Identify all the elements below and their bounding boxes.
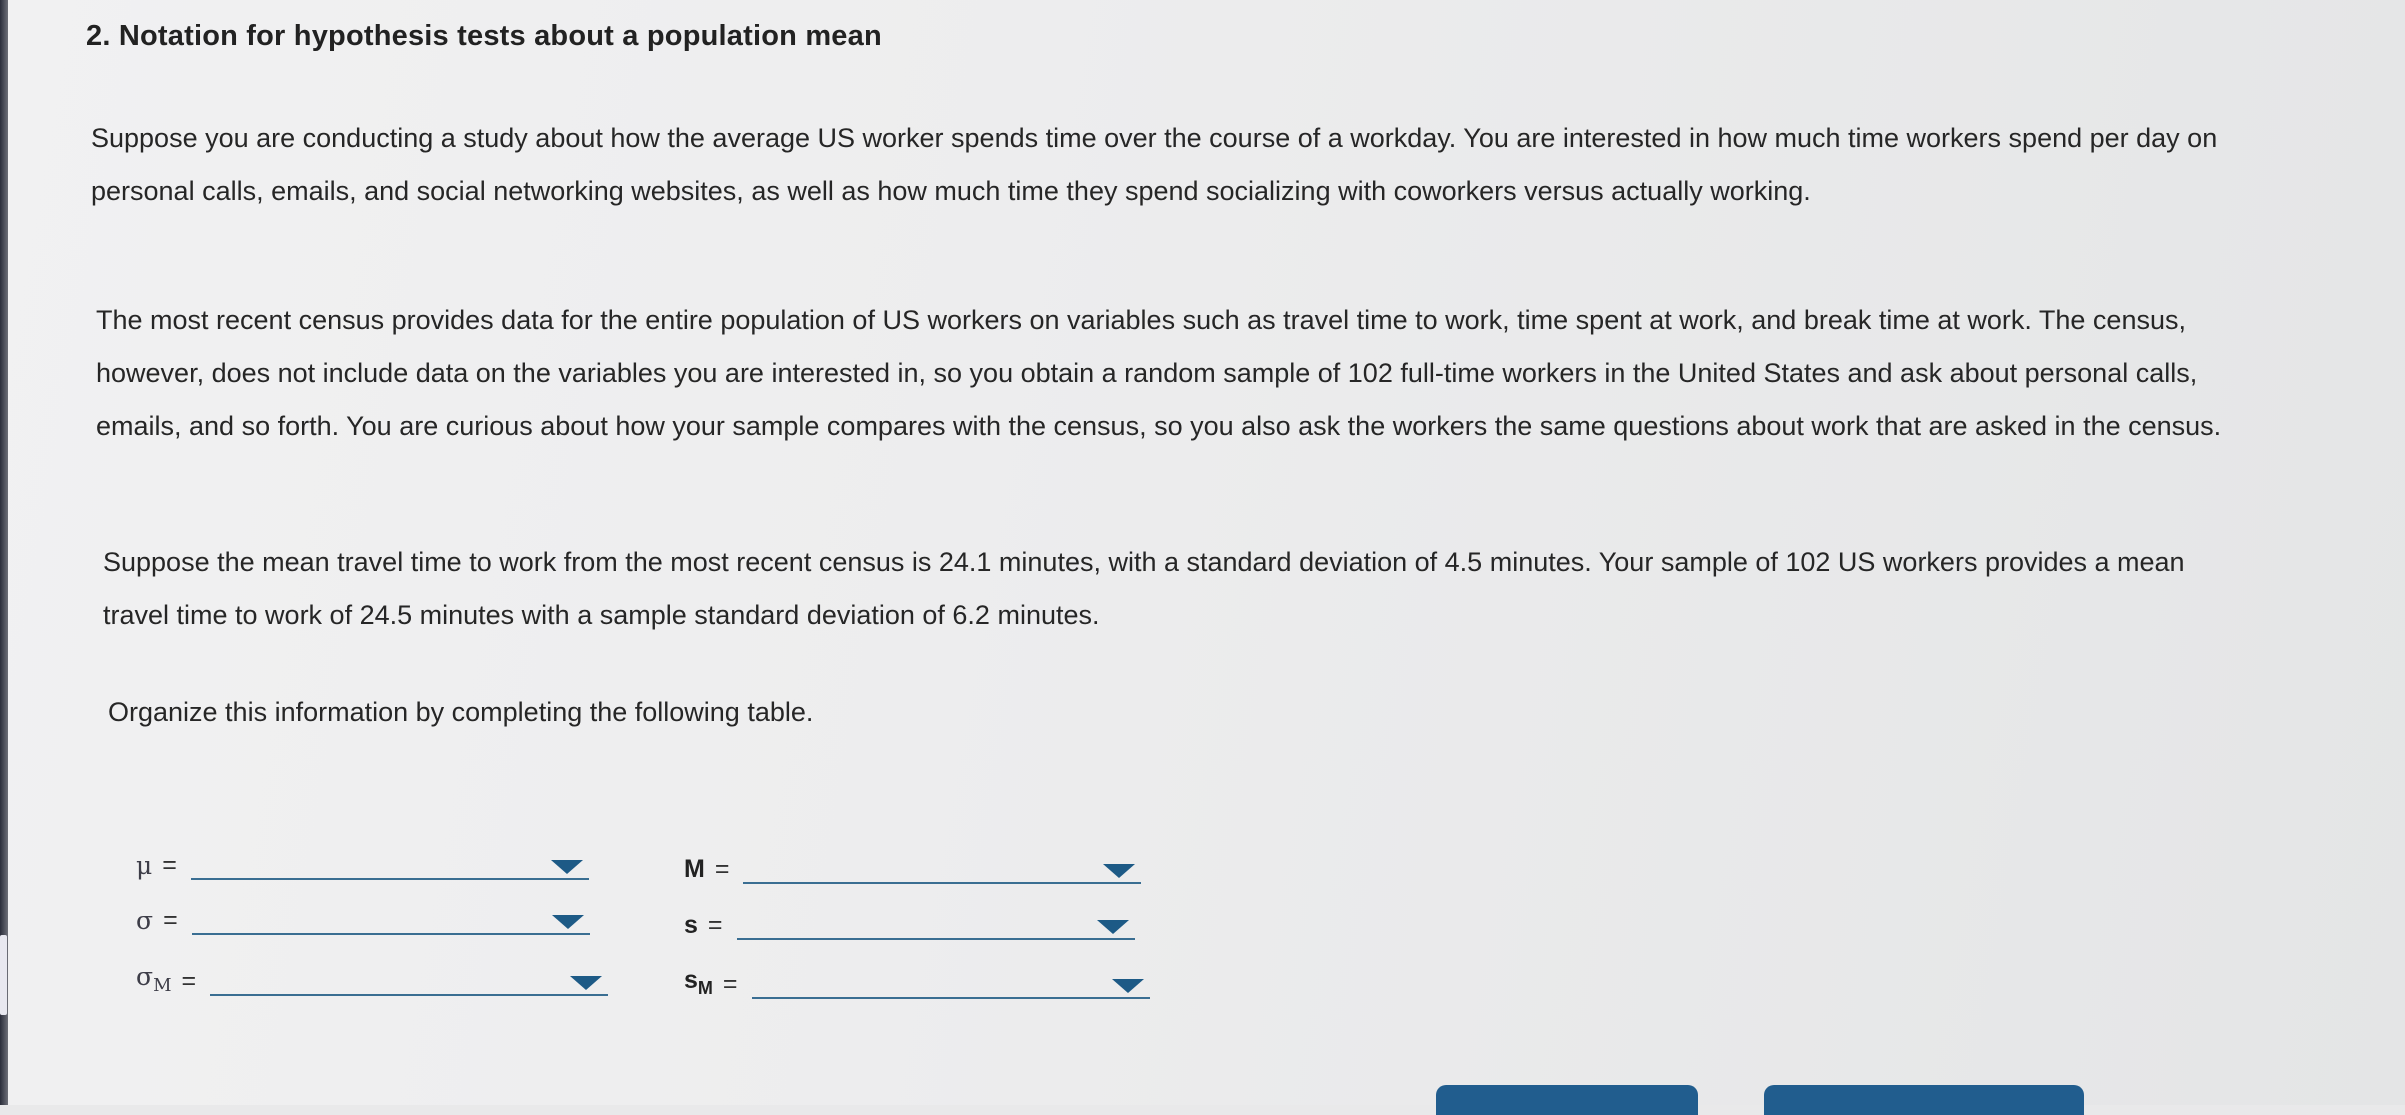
question-page: [8, 0, 2405, 1105]
estimated-standard-error-equals: =: [722, 970, 738, 998]
side-tab-marker: [0, 935, 7, 1015]
mu-dropdown[interactable]: [191, 850, 589, 880]
standard-error-equals: =: [181, 967, 197, 995]
mu-symbol: μ: [136, 851, 153, 880]
action-button-left[interactable]: [1436, 1085, 1698, 1115]
mu-field: [136, 850, 589, 880]
sample-mean-dropdown[interactable]: [743, 854, 1141, 884]
sample-sd-dropdown[interactable]: [737, 910, 1135, 940]
paragraph-census-description: The most recent census provides data for the entire population of US workers on variables such as travel time to work, time spent at work, and break time at work. The census, however, does not include data on the variables you are interested in, so you obtain a random sample of 102 full-time workers in the United States and ask about personal calls, emails, and so forth. You are curious about how your sample compares with the census, so you also ask the workers the same questions about work that are asked in the census.: [96, 305, 2222, 441]
caret-down-icon[interactable]: [1112, 979, 1144, 993]
estimated-standard-error-dropdown[interactable]: [752, 969, 1150, 999]
estimated-standard-error-symbol: $s_M$: [684, 966, 713, 998]
sample-sd-equals: =: [707, 911, 723, 939]
sample-sd-field: [684, 910, 1135, 940]
sample-mean-symbol: M: [684, 855, 705, 883]
paragraph-instruction: Organize this information by completing the following table.: [108, 697, 814, 727]
sigma-field: [136, 905, 590, 935]
standard-error-field: [136, 962, 608, 996]
paragraph-travel-time-values: Suppose the mean travel time to work from the most recent census is 24.1 minutes, with a standard deviation of 4.5 minutes. Your sample of 102 US workers provides a mean travel time to work of 24.5 minutes with a sample standard deviation of 6.2 minutes.: [103, 547, 2185, 630]
sigma-symbol: σ: [136, 906, 154, 935]
sample-mean-field: [684, 854, 1141, 884]
question-title: 2. Notation for hypothesis tests about a population mean: [86, 20, 882, 52]
mu-equals: =: [162, 851, 177, 879]
estimated-standard-error-field: [684, 966, 1150, 999]
sample-sd-symbol: s: [684, 911, 698, 939]
paragraph-study-description: Suppose you are conducting a study about how the average US worker spends time over the course of a workday. You are interested in how much time workers spend per day on personal calls, emails, and social networking websites, as well as how much time they spend socializing with coworkers versus actually working.: [91, 123, 2218, 206]
sample-mean-equals: =: [714, 855, 730, 883]
standard-error-dropdown[interactable]: [210, 966, 608, 996]
caret-down-icon[interactable]: [1103, 864, 1135, 878]
sigma-equals: =: [163, 906, 178, 934]
caret-down-icon[interactable]: [1097, 920, 1129, 934]
caret-down-icon[interactable]: [552, 915, 584, 929]
caret-down-icon[interactable]: [551, 860, 583, 874]
standard-error-symbol: $\sigma_M$: [136, 962, 172, 996]
caret-down-icon[interactable]: [570, 976, 602, 990]
action-button-right[interactable]: [1764, 1085, 2084, 1115]
sigma-dropdown[interactable]: [192, 905, 590, 935]
